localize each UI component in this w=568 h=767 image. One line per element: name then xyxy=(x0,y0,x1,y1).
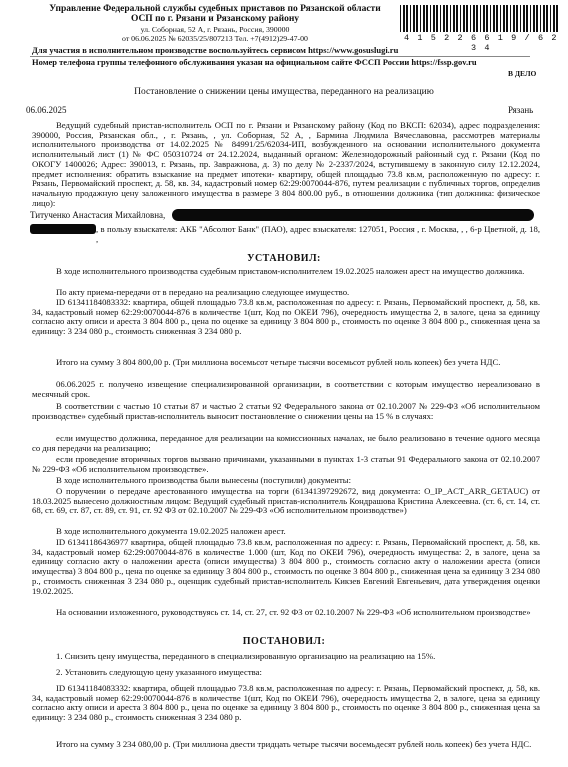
address-line-2: от 06.06.2025 № 62035/25/807213 Тел. +7(4912)29-47-00 xyxy=(122,34,308,43)
redacted-debtor-info-2 xyxy=(30,224,96,234)
org-line-1: Управление Федеральной службы судебных приставов по Рязанской области xyxy=(49,4,381,14)
established-paragraph: ID 61341184083332: квартира, общей площадью 73.8 кв.м, расположенная по адресу: г. Рязань, Первомайский проспект, д. 58, кв. 34, кадастровый номер 62:29:0070044-876 в количестве 1(шт, Код по ОКЕИ 796), очередность имущества 2, в залоге, цена за единицу согласно акту описи и ареста 3 804 800 р., цена по оценке за единицу 3 804 800 р., стоимость по оценке 3 804 800 р., сниженная цена за единицу: 3 234 080 р., стоимость сниженная 3 234 080 р. xyxy=(32,298,540,337)
resolved-heading: ПОСТАНОВИЛ: xyxy=(242,636,326,647)
document-date: 06.06.2025 xyxy=(26,105,67,115)
established-paragraph: если имущество должника, переданное для реализации на комиссионных началах, не было реализовано в течение одного месяца со дня передачи на реализацию; xyxy=(32,434,540,453)
established-paragraph: В ходе исполнительного документа 19.02.2025 наложен арест. xyxy=(56,527,286,536)
debtor-name: Титученко Анастасия Михайловна, xyxy=(30,210,166,220)
address-line-1: ул. Соборная, 52 А, г. Рязань, Россия, 390000 xyxy=(140,25,290,34)
established-paragraph: По акту приема-передачи от в передано на реализацию следующее имущество. xyxy=(56,288,350,297)
fssp-notice: Номер телефона группы телефонного обслуживания указан на официальном сайте ФССП России https://fssp.gov.ru xyxy=(32,57,477,67)
established-paragraph: На основании изложенного, руководствуясь ст. 14, ст. 27, ст. 92 ФЗ от 02.10.2007 № 229-ФЗ «Об исполнительном производстве» xyxy=(56,608,531,617)
document-title: Постановление о снижении цены имущества, переданного на реализацию xyxy=(134,87,434,97)
redacted-debtor-info xyxy=(172,209,534,221)
barcode-number: 4 1 5 2 2 6 6 1 9 / 6 2 3 4 xyxy=(403,33,559,53)
intro-paragraph: Ведущий судебный пристав-исполнитель ОСП по г. Рязани и Рязанскому району (Код по ВКСП: 62034), адрес подразделения: 390000, Россия, Рязанская обл., , г. Рязань, , ул. Соборная, 52 А, , Бармина Людмила Вячеславовна, рассмотрев материалы исполнительного производства от 14.02.2025 № 84991/25/62034-ИП, возбужденного на основании исполнительного документа исполнительный лист (1) № ФС 050310724 от 24.12.2024, выданный органом: Железнодорожный районный суд г. Рязани (Код по ОКОГУ 1400026; Адрес: 390013, г. Рязань, пр. Завражнова, д. 3) по делу № 2-2337/2024, вступившему в законную силу 12.12.2024, предмет исполнения: обратить взыскание на предмет ипотеки- квартиру, общей площадью 73.8 кв.м, расположенную по адресу: г. Рязань, Первомайский проспект, д. 58, кв. 34, кадастровый номер 62:29:0070044-876, путем реализации с публичных торгов, определив начальную продажную цену заложенного имущества в размере 3 804 800.00 руб., в отношении должника (тип должника: физическое лицо): xyxy=(32,121,540,208)
gosuslugi-notice: Для участия в исполнительном производстве воспользуйтесь сервисом https://www.gosuslugi.ru xyxy=(32,45,399,55)
established-paragraph: О поручении о передаче арестованного имущества на торги (61341397292672, вид документа: O_IP_ACT_ARR_GETAUC) от 18.03.2025 вынесено должностным лицом: Ведущий судебный пристав-исполнитель Кондрашова Кристина Алексеевна. (ст. 6, ст. 14, ст. 68, ст. 69, ст. 87, ст. 89, ст. 91, ст. 92 ФЗ от 02.10.2007 № 229-ФЗ «Об исполнительном производстве») xyxy=(32,487,540,516)
resolved-paragraph: 1. Снизить цену имущества, переданного в специализированную организацию на реализацию на 15%. xyxy=(56,652,436,661)
org-line-2: ОСП по г. Рязани и Рязанскому району xyxy=(130,14,300,24)
established-paragraph: В ходе исполнительного производства были вынесены (поступили) документы: xyxy=(56,476,352,485)
established-heading: УСТАНОВИЛ: xyxy=(247,253,321,264)
established-paragraph: В соответствии с частью 10 статьи 87 и частью 2 статьи 92 Федерального закона от 02.10.2007 № 229-ФЗ «Об исполнительном производстве» судебный пристав-исполнитель выносит постановление о снижении цены на 15 % в случаях: xyxy=(32,402,540,421)
barcode xyxy=(400,5,560,32)
established-paragraph: В ходе исполнительного производства судебным приставом-исполнителем 19.02.2025 наложен арест на имущество должника. xyxy=(56,267,525,276)
claimant-line: , в пользу взыскателя: АКБ "Абсолют Банк" (ПАО), адрес взыскателя: 127051, Россия , г. Москва, , , 6-р Цветной, д. 18, , xyxy=(96,225,540,244)
resolved-paragraph: 2. Установить следующую цену указанного имущества: xyxy=(56,668,262,677)
resolved-paragraph: ID 61341184083332: квартира, общей площадью 73.8 кв.м, расположенная по адресу: г. Рязань, Первомайский проспект, д. 58, кв. 34, кадастровый номер 62:29:0070044-876 в количестве 1(шт, Код по ОКЕИ 796), очередность имущества 2, в залоге, цена за единицу согласно акту описи и ареста 3 804 800 р., цена по оценке за единицу 3 804 800 р., стоимость по оценке 3 804 800 р., сниженная цена за единицу: 3 234 080 р., стоимость сниженная 3 234 080 р. xyxy=(32,684,540,723)
established-paragraph: ID 61341186436977 квартира, общей площадью 73.8 кв.м, расположенная по адресу: г. Рязань, Первомайский проспект, д. 58, кв. 34, кадастровый номер 62:29:0070044-876 в количестве 1.000 (шт, Код по ОКЕИ 796), очередность имущества: 2, в залоге, цена за единицу согласно акту о наложении ареста (описи имущества) 3 804 800 р., стоимость согласно акту о наложении ареста (описи имущества) 3 804 800 р., цена по оценке за единицу 3 804 800 р., стоимость по оценке 3 804 800 р., сниженная цена за единицу 3 234 080 р., стоимость сниженная 3 234 080 р., оценщик судебный пристав-исполнитель Кикзев Евгений Евгеньевич, дата утверждения оценки 19.02.2025. xyxy=(32,538,540,596)
established-paragraph: если проведение вторичных торгов вызвано причинами, указанными в пунктах 1-3 статьи 91 Федерального закона от 02.10.2007 № 229-ФЗ «Об исполнительном производстве». xyxy=(32,455,540,474)
to-file-stamp: В ДЕЛО xyxy=(508,69,537,78)
established-paragraph: Итого на сумму 3 804 800,00 р. (Три миллиона восемьсот четыре тысячи восемьсот рублей ноль копеек) без учета НДС. xyxy=(56,358,501,367)
established-paragraph: 06.06.2025 г. получено извещение специализированной организации, в соответствии с которым имущество нереализовано в месячный срок. xyxy=(32,380,540,399)
document-city: Рязань xyxy=(508,105,534,115)
resolved-paragraph: Итого на сумму 3 234 080,00 р. (Три миллиона двести тридцать четыре тысячи восемьдесят рублей ноль копеек) без учета НДС. xyxy=(56,740,532,749)
